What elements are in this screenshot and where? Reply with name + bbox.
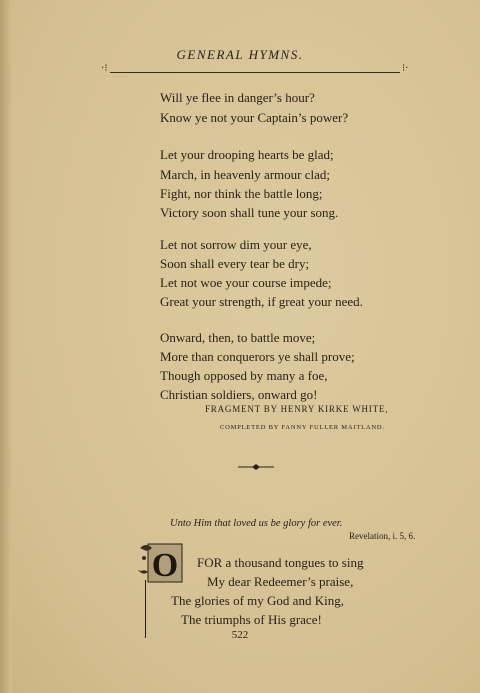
left-ornament-icon: ·⁝ [101,63,108,74]
attribution-completed: COMPLETED BY FANNY FULLER MAITLAND. [220,424,385,431]
verse-line: Will ye flee in danger’s hour? [160,90,315,105]
verse-line: Victory soon shall tune your song. [160,205,339,220]
verse-line: Though opposed by many a foe, [160,368,328,383]
verse-line: Christian soldiers, onward go! [160,387,318,402]
header-rule [110,72,400,73]
running-header: GENERAL HYMNS. [176,47,304,62]
section-divider-icon [238,462,274,472]
hymn-line: FOR a thousand tongues to sing [197,555,364,570]
verse-line: Let not sorrow dim your eye, [160,237,312,252]
verse-line: Soon shall every tear be dry; [160,256,310,271]
verse-line: March, in heavenly armour clad; [160,167,331,182]
page-number: 522 [231,629,249,641]
verse-line: Onward, then, to battle move; [160,330,316,345]
attribution-author: FRAGMENT BY HENRY KIRKE WHITE, [205,404,389,414]
hymn-line: The glories of my God and King, [171,593,344,608]
verse-line: Fight, nor think the battle long; [160,186,323,201]
page-gutter [0,0,12,693]
verse-line: Let not woe your course impede; [160,275,332,290]
verse-line: Great your strength, if great your need. [160,294,363,309]
epigraph: Unto Him that loved us be glory for ever. [170,518,343,529]
hymn-line: The triumphs of His grace! [181,612,322,627]
initial-letter: O [151,547,179,584]
verse-line: Let your drooping hearts be glad; [160,147,334,162]
right-ornament-icon: ⁝· [402,63,409,74]
decorated-initial-icon [136,540,188,588]
scripture-reference: Revelation, i. 5, 6. [349,531,416,541]
verse-line: Know ye not your Captain’s power? [160,110,349,125]
verse-line: More than conquerors ye shall prove; [160,349,355,364]
hymn-line: My dear Redeemer’s praise, [207,574,354,589]
